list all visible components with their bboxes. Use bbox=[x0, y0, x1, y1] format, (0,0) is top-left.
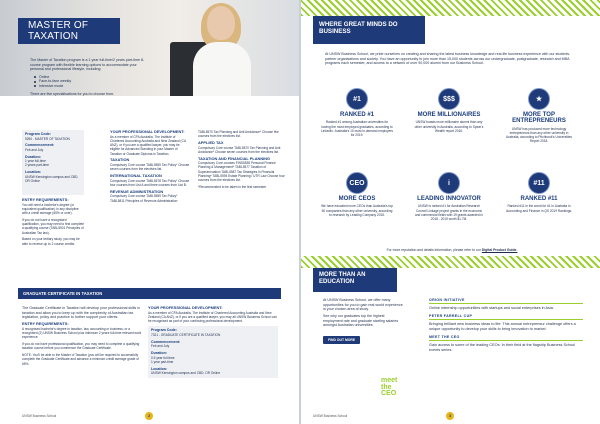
gc-comm: Feb and July bbox=[151, 344, 170, 349]
location-label: Location: bbox=[25, 170, 42, 175]
section-heading: MORE THAN AN EDUCATION bbox=[313, 268, 397, 292]
logo-word: meet bbox=[381, 377, 398, 384]
stat-desc: Ranked #11 in the world for #1 in Australia in Accounting and Finance in QS 2019 Rankings. bbox=[505, 204, 573, 213]
specialisations-col-2 bbox=[198, 130, 286, 189]
ranked-badge-icon: #11 bbox=[528, 172, 550, 194]
gc-loc-label: Location: bbox=[151, 366, 168, 371]
pro-dev-text: As a member of CPA Australia, The Institute of Chartered Accounting Australia and New Zealand (CA ANZ), or if you are a qualified lawyer, you may be eligible for Advanced Standing in your Master of Taxation or Graduate Diploma in Taxation. bbox=[110, 134, 186, 156]
stat-ranked-11 bbox=[503, 172, 575, 213]
opportunity-heading: PETER FARRELL CUP bbox=[429, 314, 583, 320]
stat-title: MORE MILLIONAIRES bbox=[417, 112, 481, 118]
gc-pro-heading: YOUR PROFESSIONAL DEVELOPMENT: bbox=[148, 305, 223, 310]
page-number: 2 bbox=[145, 412, 153, 420]
gc-loc: UNSW Kensington campus and CBD, OR Online bbox=[151, 371, 221, 376]
info-line bbox=[329, 248, 575, 252]
lightbulb-icon: i bbox=[438, 172, 460, 194]
tfp-heading: TAXATION AND FINANCIAL PLANNING bbox=[198, 155, 271, 161]
intro-text: The Master of Taxation program is a 1 year full-time/2 years part-time 8-course program with flexible learning options to accommodate your personal and professional lifestyle, including: bbox=[30, 58, 145, 72]
stat-title: RANKED #1 bbox=[339, 112, 374, 118]
gc-entry-text: If you do not have professional qualification, you may need to complete a qualifying taxation course before you commence the Graduate Certificate. bbox=[22, 342, 140, 351]
logo-word: the bbox=[381, 383, 392, 391]
opportunity-item bbox=[429, 314, 583, 331]
page-footer: UNSW Business School bbox=[313, 414, 348, 418]
entry-heading: ENTRY REQUIREMENTS: bbox=[22, 197, 69, 202]
stat-ceos bbox=[321, 172, 393, 217]
commencement: Feb and July bbox=[25, 147, 44, 152]
people-icon: CEO bbox=[346, 172, 368, 194]
stat-entrepreneurs bbox=[503, 88, 575, 143]
mta-left bbox=[323, 298, 403, 346]
section-heading: WHERE GREAT MINDS DO BUSINESS bbox=[313, 16, 425, 44]
duration-item: 2 years part-time bbox=[25, 163, 49, 168]
stat-title: LEADING INNOVATOR bbox=[417, 196, 481, 202]
rev-heading: REVENUE ADMINISTRATION bbox=[110, 188, 164, 194]
location: UNSW Kensington campus and CBD, OR Online bbox=[25, 174, 79, 184]
entry-requirements bbox=[22, 198, 84, 246]
page-footer: UNSW Business School bbox=[22, 414, 57, 418]
money-bag-icon: $$$ bbox=[438, 88, 460, 110]
gc-intro: The Graduate Certificate in Taxation will develop your professional skills in taxation and allow you to keep up with the complexity of Australian tax legislation, policy and practice to further support your clients. bbox=[22, 306, 140, 320]
stat-title: RANKED #11 bbox=[520, 196, 558, 202]
stripe-decoration bbox=[301, 0, 600, 16]
opportunity-text: Online internship opportunities with startups and social enterprises in Asia. bbox=[429, 305, 554, 310]
specialisations-col-1 bbox=[110, 130, 190, 203]
program-code-label: Program Code: bbox=[25, 132, 51, 136]
applied-heading: APPLIED TAX bbox=[198, 139, 224, 145]
stat-ranked-1 bbox=[321, 88, 393, 137]
gc-dur-label: Duration: bbox=[151, 351, 167, 356]
tfp-text: Compulsory Core courses FINS5538 Personal Finance Planning & Management* TABL5577 Taxation of Superannuation TABL5587 Tax Strategies in Financial Planning* TABL5594 Estate Planning / UTR Law Choose four courses from the electives list. bbox=[198, 161, 285, 183]
ranked-badge-icon: #1 bbox=[346, 88, 368, 110]
gc-info-box bbox=[148, 326, 278, 377]
stripe-decoration bbox=[301, 256, 600, 268]
pro-dev-heading: YOUR PROFESSIONAL DEVELOPMENT: bbox=[110, 129, 185, 134]
duration-label: Duration: bbox=[25, 154, 41, 159]
rev-text: Compulsory Core course TABL5559 Tax Policy* TABL5811 Principles of Revenue Administration bbox=[110, 194, 178, 203]
col3-footnote: *Recommended to be taken in the first semester bbox=[198, 185, 267, 190]
stat-desc: Ranked #1 among Australian universities for having the most employed graduates, according to LinkedIn. Australia's 10 most in-demand employers for 2019. bbox=[321, 120, 394, 137]
mode-item: Online bbox=[34, 75, 148, 80]
stat-desc: UNSW boasts more millionaire alumni than any other university in Australia, according to Spear's Wealth report 2016. bbox=[414, 120, 484, 133]
intl-heading: INTERNATIONAL TAXATION bbox=[110, 173, 162, 179]
gc-entry-text: A recognised bachelor's degree in taxation, law, accounting or business; or a recognised (2) UNSW Business School plus minimum 2 years full-time relevant work experience. bbox=[22, 326, 142, 340]
intro-section bbox=[30, 58, 148, 96]
mode-item: Intensive mode bbox=[34, 84, 148, 89]
opportunity-text: Bringing brilliant new business ideas to life: This annual entrepreneur challenge offers a unique opportunity to develop your skills to bring innovation to market. bbox=[429, 321, 576, 331]
stat-title: MORE TOP ENTREPRENEURS bbox=[512, 112, 566, 125]
left-page bbox=[0, 0, 299, 424]
entry-text: Based on your tertiary study, you may be able to receive up to 2 course credits. bbox=[22, 237, 80, 246]
intl-text: Compulsory Core course TABL5578 Tax Policy* Choose four courses from List A and three courses from List B. bbox=[110, 178, 190, 187]
grad-cert-title: GRADUATE CERTIFICATE IN TAXATION bbox=[18, 288, 281, 299]
commencement-label: Commencement: bbox=[25, 143, 55, 148]
intro-end: There are five specialisations for you to choose from. bbox=[30, 91, 115, 96]
page-title: MASTER OF TAXATION bbox=[18, 18, 120, 44]
page-number: 3 bbox=[446, 412, 454, 420]
opportunity-heading: MEET THE CEO bbox=[429, 335, 583, 341]
person-face bbox=[207, 6, 235, 40]
applied-text: Compulsory Core course TABL5570 Tax Planning and Anti Avoidance* Choose seven courses from the electives list. bbox=[198, 145, 281, 154]
gc-dur-item: 1 year part-time bbox=[151, 359, 174, 364]
col3-text: TABL5570 Tax Planning and Anti Avoidance* Choose five courses from the electives list. bbox=[198, 130, 279, 139]
mta-text: At UNSW Business School, we offer many opportunities for you to gain real-world experience in your chosen area of study. bbox=[323, 298, 403, 312]
opportunity-item bbox=[429, 298, 583, 310]
grad-cert-right bbox=[148, 306, 278, 378]
gc-entry-heading: ENTRY REQUIREMENTS: bbox=[22, 321, 69, 327]
program-info-box bbox=[22, 130, 84, 195]
section-intro: At UNSW Business School, we pride ourselves on creating and sharing the latest business knowledge and real-life business experience with our students, partner organisations and society. You have an opportunity to join more than 15,000 students across our undergraduate, postgraduate, research and MBA programs each semester, and access to a network of over 90,000 alumni from our Business School. bbox=[325, 52, 571, 66]
star-badge-icon: ★ bbox=[528, 88, 550, 110]
meet-the-ceo-logo bbox=[381, 378, 397, 398]
stat-title: MORE CEOS bbox=[338, 196, 376, 202]
tax-heading: TAXATION bbox=[110, 157, 130, 163]
opportunity-item bbox=[429, 335, 583, 352]
stat-desc: We have educated more CEOs than Australia's top 50 companies than any other university, according to research by Leading Company 2015. bbox=[321, 204, 393, 217]
duration-item: 1 year full-time bbox=[25, 159, 46, 164]
opportunity-text: Gain access to some of the leading CEOs: In their field at the flagship Business School events series. bbox=[429, 342, 576, 352]
gc-pro-text: As a member of CPA Australia, The Institute of Chartered Accounting Australia and New Zealand (CA ANZ), or if you are a qualified lawyer, you may all UNSW Business School can be recognised as part of your continuing professional development. bbox=[148, 310, 277, 324]
stat-desc: UNSW is ranked #1 for Australian Research Council Linkage project grants in the economic and commercial fields with 19 grants awarded in 2018 - 2019 worth $1.7M. bbox=[414, 204, 484, 221]
info-text: For more reputation and details information, please refer to our bbox=[386, 248, 482, 252]
mode-item: Face-to-face weekly bbox=[34, 79, 148, 84]
opportunity-heading: ORION INITIATIVE bbox=[429, 298, 583, 304]
logo-word: CEO bbox=[381, 390, 397, 398]
tax-text: Compulsory Core course TABL5559 Tax Policy* Choose seven courses from the electives list. bbox=[110, 163, 190, 172]
gc-comm-label: Commencement: bbox=[151, 339, 181, 344]
entry-text: You will need a bachelor's degree (or equivalent qualification) in any discipline with a credit average (65% or over). bbox=[22, 202, 79, 216]
product-guide-link[interactable]: Digital Product Guide. bbox=[481, 248, 518, 252]
mta-opportunities bbox=[429, 298, 583, 356]
gc-note: NOTE: You'll be able to the Master of Taxation (you will be required to successfully complete the Graduate Certificate and advance a minimum credit average grade of 65%. bbox=[22, 353, 139, 366]
gc-code: 7321 - GRADUATE CERTIFICATE IN TAXATION bbox=[151, 333, 221, 338]
gc-code-label: Program Code: bbox=[151, 328, 177, 333]
mta-text: See why our graduates top the highest employment rate and graduate starting salaries amongst Australian universities. bbox=[323, 314, 399, 328]
stat-millionaires bbox=[413, 88, 485, 133]
gc-dur-item: 0.5 year full-time bbox=[151, 355, 175, 360]
find-out-more-button[interactable]: FIND OUT MORE bbox=[323, 336, 360, 344]
grad-cert-left bbox=[22, 306, 142, 366]
person-body bbox=[193, 42, 251, 96]
right-page bbox=[301, 0, 600, 424]
stat-innovator bbox=[413, 172, 485, 221]
entry-text: If you do not have a recognised qualification, you may need to first complete a qualifying course (TABL5901 Principles of Australian Tax law). bbox=[22, 217, 85, 235]
stat-desc: UNSW has produced more technology entrepreneurs than any other university in Australia, according to Pitchbook's Universities Report 2018. bbox=[506, 126, 572, 144]
program-code: 9260 - MASTER OF TAXATION bbox=[25, 136, 70, 141]
mode-list bbox=[34, 75, 148, 89]
